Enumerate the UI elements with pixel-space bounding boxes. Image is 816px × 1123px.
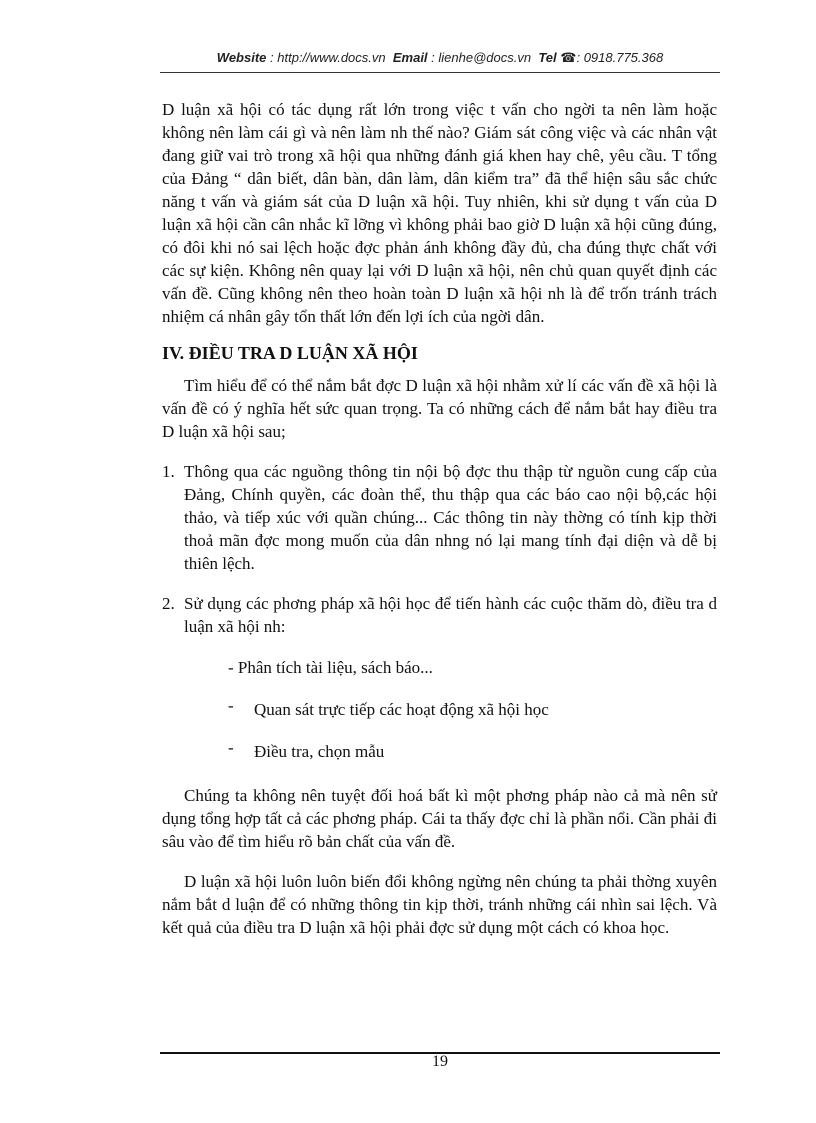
sub-item-3	[162, 740, 717, 763]
tel-value: : 0918.775.368	[576, 50, 664, 65]
phone-icon: ☎	[560, 50, 577, 65]
website-label: Website	[216, 50, 267, 65]
sub-item-1: - Phân tích tài liệu, sách báo...	[228, 658, 433, 677]
paragraph-4: D luận xã hội luôn luôn biến đổi không ngừng nên chúng ta phải thờng xuyên nắm bắt d luận để có những thông tin kịp thời, tránh những cái nhìn sai lệch. Và kết quả của điều tra D luận xã hội phải đợc sử dụng một cách có khoa học.	[162, 872, 717, 937]
paragraph-3: Chúng ta không nên tuyệt đối hoá bất kì một phơng pháp nào cả mà nên sử dụng tổng hợp tất cả các phơng pháp. Cái ta thấy đợc chỉ là phần nổi. Cần phải đi sâu vào để tìm hiểu rõ bản chất của vấn đề.	[162, 786, 717, 851]
email-value: : lienhe@docs.vn	[431, 50, 532, 65]
list-number-1: 1.	[162, 462, 175, 481]
dash-bullet-icon: -	[228, 696, 234, 715]
list-item-1	[162, 460, 717, 575]
tel-label: Tel	[538, 50, 557, 65]
sub-item-3-text: Điều tra, chọn mẫu	[254, 742, 385, 761]
page-header	[160, 50, 720, 66]
list-item-2	[162, 592, 717, 638]
header-divider	[160, 72, 720, 73]
section-heading: IV. ĐIỀU TRA D LUẬN XÃ HỘI	[162, 343, 418, 363]
list-number-2: 2.	[162, 594, 175, 613]
paragraph-2: Tìm hiểu để có thể nắm bắt đợc D luận xã hội nhằm xử lí các vấn đề xã hội là vấn đề có ý nghĩa hết sức quan trọng. Ta có những cách để nắm bắt hay điều tra D luận xã hội sau;	[162, 376, 717, 441]
list-text-2: Sử dụng các phơng pháp xã hội học để tiến hành các cuộc thăm dò, điều tra d luận xã hội nh:	[184, 594, 717, 636]
website-value: : http://www.docs.vn	[270, 50, 386, 65]
page-number: 19	[432, 1053, 448, 1070]
dash-bullet-icon: -	[228, 738, 234, 757]
list-text-1: Thông qua các nguồng thông tin nội bộ đợc thu thập từ nguồn cung cấp của Đảng, Chính quyền, các đoàn thể, thu thập qua các báo cao nội bộ,các hội thảo, và tiếp xúc với quần chúng... Các thông tin này thờng có tính kịp thời thoả mãn đợc mong muốn của dân nhng nó lại mang tính đại diện và dễ bị thiên lệch.	[184, 462, 717, 573]
document-body	[162, 98, 717, 939]
paragraph-1: D luận xã hội có tác dụng rất lớn trong việc t vấn cho ngời ta nên làm hoặc không nên làm cái gì và nên làm nh thế nào? Giám sát công việc và các nhân vật đang giữ vai trò trong xã hội qua những đánh giá khen hay chê, yêu cầu. T tổng của Đảng “ dân biết, dân bàn, dân làm, dân kiểm tra” đã thể hiện sâu sắc chức năng t vấn và giám sát của D luận xã hội. Tuy nhiên, khi sử dụng t vấn của D luận xã hội cần cân nhắc kĩ lỡng vì không phải bao giờ D luận xã hội cũng đúng, có đôi khi nó sai lệch hoặc đợc phản ánh không đầy đủ, cha đúng thực chất với các sự kiện. Không nên quay lại với D luận xã hội, nên chủ quan quyết định các vấn đề. Cũng không nên theo hoàn toàn D luận xã hội nh là để trốn tránh trách nhiệm cá nhân gây tổn thất lớn đến lợi ích của ngời dân.	[162, 100, 717, 326]
sub-item-2-text: Quan sát trực tiếp các hoạt động xã hội học	[254, 700, 549, 719]
email-label: Email	[392, 50, 428, 65]
sub-item-2	[162, 698, 717, 721]
